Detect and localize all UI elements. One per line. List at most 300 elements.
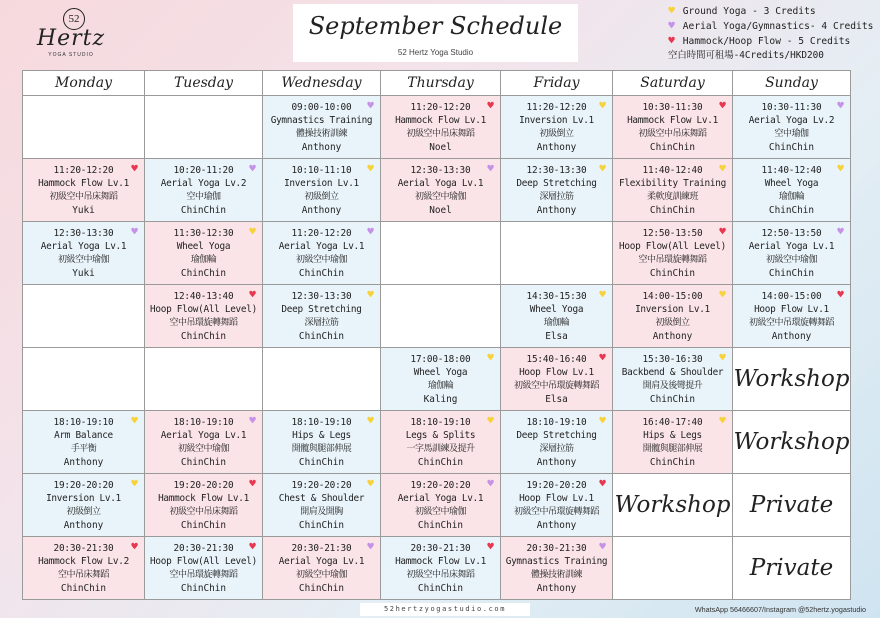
class-cell bbox=[263, 474, 381, 537]
yellow-heart-icon: ♥ bbox=[487, 351, 494, 364]
purple-heart-icon: ♥ bbox=[131, 225, 138, 238]
class-info bbox=[733, 285, 850, 344]
class-cell bbox=[145, 537, 263, 600]
class-info bbox=[501, 411, 612, 470]
day-header-thursday: Thursday bbox=[381, 71, 501, 96]
purple-heart-icon: ♥ bbox=[837, 225, 844, 238]
purple-heart-icon: ♥ bbox=[668, 19, 675, 32]
class-info bbox=[23, 222, 144, 281]
empty-slot-cell bbox=[613, 537, 733, 600]
class-name: Hoop Flow Lv.1 bbox=[754, 304, 829, 316]
class-name-chinese: 初級空中吊床舞蹈 bbox=[49, 191, 118, 202]
class-info bbox=[733, 96, 850, 155]
class-cell bbox=[145, 222, 263, 285]
class-name: Aerial Yoga Lv.1 bbox=[40, 241, 127, 253]
yellow-heart-icon: ♥ bbox=[719, 414, 726, 427]
class-teacher: ChinChin bbox=[298, 457, 345, 469]
class-time: 15:40-16:40 bbox=[526, 354, 587, 365]
schedule-row bbox=[23, 222, 851, 285]
class-cell bbox=[733, 159, 851, 222]
class-cell bbox=[381, 159, 501, 222]
purple-heart-icon: ♥ bbox=[249, 162, 256, 175]
yellow-heart-icon: ♥ bbox=[599, 99, 606, 112]
class-time: 14:30-15:30 bbox=[526, 291, 587, 302]
class-time: 12:50-13:50 bbox=[642, 228, 703, 239]
class-time: 19:20-20:20 bbox=[410, 480, 471, 491]
class-name: Aerial Yoga Lv.2 bbox=[160, 178, 247, 190]
class-time: 12:30-13:30 bbox=[291, 291, 352, 302]
schedule-row bbox=[23, 285, 851, 348]
class-name: Hoop Flow Lv.1 bbox=[519, 493, 594, 505]
class-time: 18:10-19:10 bbox=[526, 417, 587, 428]
red-heart-icon: ♥ bbox=[249, 288, 256, 301]
class-teacher: ChinChin bbox=[768, 205, 815, 217]
class-teacher: ChinChin bbox=[649, 394, 696, 406]
class-name-chinese: 初級空中瑜伽 bbox=[295, 569, 347, 580]
class-teacher: ChinChin bbox=[298, 520, 345, 532]
class-name-chinese: 深層拉筋 bbox=[304, 317, 339, 328]
class-name-chinese: 初級空中瑜伽 bbox=[765, 254, 817, 265]
class-name-chinese: 初級空中瑜伽 bbox=[414, 191, 466, 202]
class-name: Inversion Lv.1 bbox=[519, 115, 594, 127]
legend-label: Aerial Yoga/Gymnastics- 4 Credits bbox=[682, 21, 874, 32]
schedule-body bbox=[23, 96, 851, 600]
class-teacher: Elsa bbox=[545, 394, 568, 406]
class-teacher: ChinChin bbox=[768, 268, 815, 280]
class-name-chinese: 初級空中吊環旋轉舞蹈 bbox=[513, 380, 599, 391]
class-info bbox=[23, 474, 144, 533]
purple-heart-icon: ♥ bbox=[487, 477, 494, 490]
special-slot-label: Workshop bbox=[733, 429, 850, 455]
class-info bbox=[613, 411, 732, 470]
class-cell bbox=[263, 411, 381, 474]
class-cell bbox=[613, 159, 733, 222]
special-slot-label: Workshop bbox=[733, 366, 850, 392]
class-name-chinese: 初級空中吊床舞蹈 bbox=[169, 506, 238, 517]
class-cell bbox=[23, 159, 145, 222]
class-time: 11:20-12:20 bbox=[53, 165, 114, 176]
class-cell bbox=[501, 537, 613, 600]
footer-contact: WhatsApp 56466607/Instagram @52hertz.yogastudio bbox=[694, 605, 866, 614]
special-slot-label: Private bbox=[749, 492, 834, 518]
empty-slot-cell bbox=[23, 96, 145, 159]
special-slot-cell bbox=[733, 537, 851, 600]
class-name: Aerial Yoga Lv.1 bbox=[397, 178, 484, 190]
class-info bbox=[263, 222, 380, 281]
class-name: Backbend & Shoulder bbox=[621, 367, 724, 379]
yellow-heart-icon: ♥ bbox=[719, 288, 726, 301]
class-time: 20:30-21:30 bbox=[173, 543, 234, 554]
class-teacher: Noel bbox=[429, 142, 452, 154]
class-name: Hammock Flow Lv.1 bbox=[395, 115, 486, 127]
special-slot-cell bbox=[613, 474, 733, 537]
class-time: 11:40-12:40 bbox=[761, 165, 822, 176]
class-name-chinese: 初級空中吊環旋轉舞蹈 bbox=[748, 317, 834, 328]
legend-item-aerial bbox=[666, 19, 878, 34]
class-cell bbox=[263, 96, 381, 159]
class-time: 18:10-19:10 bbox=[173, 417, 234, 428]
studio-logo bbox=[12, 8, 130, 60]
class-teacher: ChinChin bbox=[180, 268, 227, 280]
class-cell bbox=[381, 474, 501, 537]
class-name: Inversion Lv.1 bbox=[46, 493, 121, 505]
class-time: 11:30-12:30 bbox=[173, 228, 234, 239]
legend-label: Ground Yoga - 3 Credits bbox=[682, 6, 816, 17]
class-name-chinese: 體操技術訓練 bbox=[530, 569, 582, 580]
class-cell bbox=[613, 348, 733, 411]
class-name: Flexibility Training bbox=[619, 178, 726, 190]
class-cell bbox=[613, 222, 733, 285]
class-info bbox=[145, 159, 262, 218]
yellow-heart-icon: ♥ bbox=[367, 162, 374, 175]
class-time: 18:10-19:10 bbox=[53, 417, 114, 428]
class-cell bbox=[263, 222, 381, 285]
class-name: Inversion Lv.1 bbox=[635, 304, 710, 316]
yellow-heart-icon: ♥ bbox=[367, 477, 374, 490]
class-teacher: ChinChin bbox=[180, 583, 227, 595]
class-info bbox=[263, 411, 380, 470]
class-time: 10:20-11:20 bbox=[173, 165, 234, 176]
class-cell bbox=[501, 159, 613, 222]
class-name-chinese: 瑜伽輪 bbox=[427, 380, 454, 391]
class-name-chinese: 開髖與腿部伸展 bbox=[642, 443, 703, 454]
class-info bbox=[613, 348, 732, 407]
class-info bbox=[145, 411, 262, 470]
class-name-chinese: 深層拉筋 bbox=[539, 191, 574, 202]
schedule-row bbox=[23, 96, 851, 159]
class-cell bbox=[501, 285, 613, 348]
class-name: Gymnastics Training bbox=[505, 556, 608, 568]
class-name: Hoop Flow Lv.1 bbox=[519, 367, 594, 379]
class-name-chinese: 初級空中瑜伽 bbox=[177, 443, 229, 454]
class-info bbox=[613, 285, 732, 344]
class-teacher: Anthony bbox=[536, 205, 577, 217]
class-name-chinese: 空中吊環旋轉舞蹈 bbox=[638, 254, 707, 265]
class-cell bbox=[263, 537, 381, 600]
legend-rental-note: 空白時間可租場-4Credits/HKD200 bbox=[668, 50, 824, 61]
class-name-chinese: 空中吊床舞蹈 bbox=[57, 569, 109, 580]
class-name-chinese: 空中吊環旋轉舞蹈 bbox=[169, 569, 238, 580]
footer-website: 52hertzyogastudio.com bbox=[360, 603, 530, 616]
empty-slot-cell bbox=[145, 96, 263, 159]
class-cell bbox=[381, 411, 501, 474]
class-teacher: ChinChin bbox=[180, 457, 227, 469]
class-time: 17:00-18:00 bbox=[410, 354, 471, 365]
class-cell bbox=[23, 474, 145, 537]
class-time: 20:30-21:30 bbox=[291, 543, 352, 554]
empty-slot-cell bbox=[263, 348, 381, 411]
class-cell bbox=[145, 285, 263, 348]
red-heart-icon: ♥ bbox=[131, 162, 138, 175]
empty-slot-cell bbox=[381, 285, 501, 348]
class-teacher: ChinChin bbox=[298, 583, 345, 595]
class-time: 19:20-20:20 bbox=[173, 480, 234, 491]
yellow-heart-icon: ♥ bbox=[837, 162, 844, 175]
empty-slot-cell bbox=[23, 285, 145, 348]
purple-heart-icon: ♥ bbox=[599, 540, 606, 553]
class-teacher: ChinChin bbox=[298, 331, 345, 343]
class-time: 11:20-12:20 bbox=[410, 102, 471, 113]
class-name: Arm Balance bbox=[54, 430, 113, 442]
class-name-chinese: 手平衡 bbox=[70, 443, 97, 454]
special-slot-label: Workshop bbox=[614, 492, 731, 518]
class-name-chinese: 開肩及後彎提升 bbox=[642, 380, 703, 391]
class-time: 18:10-19:10 bbox=[291, 417, 352, 428]
class-name-chinese: 瑜伽輪 bbox=[543, 317, 570, 328]
empty-slot-cell bbox=[23, 348, 145, 411]
class-name-chinese: 深層拉筋 bbox=[539, 443, 574, 454]
class-name: Chest & Shoulder bbox=[278, 493, 365, 505]
special-slot-label: Private bbox=[749, 555, 834, 581]
empty-slot-cell bbox=[145, 348, 263, 411]
class-name: Hammock Flow Lv.1 bbox=[395, 556, 486, 568]
class-name-chinese: 體操技術訓練 bbox=[295, 128, 347, 139]
class-time: 10:30-11:30 bbox=[761, 102, 822, 113]
class-name-chinese: 初級倒立 bbox=[304, 191, 339, 202]
class-name-chinese: 初級空中瑜伽 bbox=[295, 254, 347, 265]
purple-heart-icon: ♥ bbox=[837, 99, 844, 112]
class-time: 11:20-12:20 bbox=[291, 228, 352, 239]
class-cell bbox=[733, 96, 851, 159]
class-name-chinese: 開肩及開胸 bbox=[300, 506, 343, 517]
class-time: 12:30-13:30 bbox=[410, 165, 471, 176]
day-header-sunday: Sunday bbox=[733, 71, 851, 96]
class-cell bbox=[501, 474, 613, 537]
class-cell bbox=[613, 285, 733, 348]
class-info bbox=[381, 537, 500, 596]
class-time: 14:00-15:00 bbox=[642, 291, 703, 302]
class-time: 12:30-13:30 bbox=[526, 165, 587, 176]
class-cell bbox=[381, 537, 501, 600]
class-teacher: Elsa bbox=[545, 331, 568, 343]
yellow-heart-icon: ♥ bbox=[131, 414, 138, 427]
class-teacher: Anthony bbox=[771, 331, 812, 343]
class-info bbox=[263, 537, 380, 596]
empty-slot-cell bbox=[381, 222, 501, 285]
class-name: Legs & Splits bbox=[405, 430, 476, 442]
class-teacher: Anthony bbox=[301, 142, 342, 154]
yellow-heart-icon: ♥ bbox=[668, 4, 675, 17]
class-teacher: ChinChin bbox=[768, 142, 815, 154]
class-time: 11:20-12:20 bbox=[526, 102, 587, 113]
day-header-wednesday: Wednesday bbox=[263, 71, 381, 96]
class-cell bbox=[501, 411, 613, 474]
class-cell bbox=[23, 222, 145, 285]
special-slot-cell bbox=[733, 348, 851, 411]
class-cell bbox=[145, 474, 263, 537]
class-info bbox=[381, 159, 500, 218]
class-info bbox=[145, 537, 262, 596]
class-time: 19:20-20:20 bbox=[53, 480, 114, 491]
class-name: Wheel Yoga bbox=[529, 304, 584, 316]
class-name: Hammock Flow Lv.1 bbox=[158, 493, 249, 505]
red-heart-icon: ♥ bbox=[599, 351, 606, 364]
day-header-monday: Monday bbox=[23, 71, 145, 96]
class-info bbox=[613, 159, 732, 218]
class-name-chinese: 空中吊環旋轉舞蹈 bbox=[169, 317, 238, 328]
class-teacher: ChinChin bbox=[180, 520, 227, 532]
class-cell bbox=[23, 537, 145, 600]
class-info bbox=[613, 96, 732, 155]
yellow-heart-icon: ♥ bbox=[249, 225, 256, 238]
class-info bbox=[23, 411, 144, 470]
class-cell bbox=[263, 159, 381, 222]
yellow-heart-icon: ♥ bbox=[719, 351, 726, 364]
class-cell bbox=[501, 96, 613, 159]
purple-heart-icon: ♥ bbox=[249, 414, 256, 427]
class-cell bbox=[145, 159, 263, 222]
class-name-chinese: 初級空中吊床舞蹈 bbox=[406, 128, 475, 139]
class-name-chinese: 初級空中吊床舞蹈 bbox=[638, 128, 707, 139]
class-info bbox=[145, 222, 262, 281]
special-slot-cell bbox=[733, 411, 851, 474]
class-info bbox=[381, 474, 500, 533]
day-header-friday: Friday bbox=[501, 71, 613, 96]
purple-heart-icon: ♥ bbox=[367, 99, 374, 112]
class-name: Aerial Yoga Lv.1 bbox=[160, 430, 247, 442]
class-name-chinese: 初級空中瑜伽 bbox=[414, 506, 466, 517]
class-name-chinese: 初級倒立 bbox=[66, 506, 101, 517]
day-header-saturday: Saturday bbox=[613, 71, 733, 96]
class-time: 14:00-15:00 bbox=[761, 291, 822, 302]
class-name-chinese: 開髖與腿部伸展 bbox=[291, 443, 352, 454]
class-time: 12:40-13:40 bbox=[173, 291, 234, 302]
class-info bbox=[263, 159, 380, 218]
class-name-chinese: 初級倒立 bbox=[655, 317, 690, 328]
red-heart-icon: ♥ bbox=[668, 34, 675, 47]
page-subtitle: 52 Hertz Yoga Studio bbox=[397, 48, 474, 57]
red-heart-icon: ♥ bbox=[131, 540, 138, 553]
class-info bbox=[501, 537, 612, 596]
class-time: 11:40-12:40 bbox=[642, 165, 703, 176]
class-name-chinese: 初級倒立 bbox=[539, 128, 574, 139]
class-name: Wheel Yoga bbox=[176, 241, 231, 253]
purple-heart-icon: ♥ bbox=[367, 540, 374, 553]
class-name: Hammock Flow Lv.2 bbox=[38, 556, 129, 568]
class-name: Hips & Legs bbox=[292, 430, 351, 442]
class-teacher: Anthony bbox=[536, 457, 577, 469]
legend-item-ground bbox=[666, 4, 878, 19]
class-name: Deep Stretching bbox=[516, 430, 597, 442]
title-box bbox=[293, 4, 578, 62]
day-header-row bbox=[23, 71, 851, 96]
purple-heart-icon: ♥ bbox=[487, 162, 494, 175]
class-teacher: Anthony bbox=[536, 520, 577, 532]
logo-name: Hertz bbox=[36, 26, 106, 51]
class-teacher: Yuki bbox=[72, 268, 95, 280]
credit-legend bbox=[666, 4, 878, 63]
red-heart-icon: ♥ bbox=[249, 540, 256, 553]
day-header-tuesday: Tuesday bbox=[145, 71, 263, 96]
class-name: Aerial Yoga Lv.1 bbox=[397, 493, 484, 505]
yellow-heart-icon: ♥ bbox=[367, 288, 374, 301]
class-name: Deep Stretching bbox=[281, 304, 362, 316]
logo-mark: 52 bbox=[63, 8, 85, 30]
class-name: Hoop Flow(All Level) bbox=[150, 556, 257, 568]
class-info bbox=[145, 474, 262, 533]
schedule-table bbox=[22, 70, 851, 600]
class-time: 09:00-10:00 bbox=[291, 102, 352, 113]
class-teacher: Anthony bbox=[63, 520, 104, 532]
class-teacher: ChinChin bbox=[417, 457, 464, 469]
red-heart-icon: ♥ bbox=[719, 99, 726, 112]
red-heart-icon: ♥ bbox=[487, 540, 494, 553]
class-teacher: ChinChin bbox=[60, 583, 107, 595]
class-name: Deep Stretching bbox=[516, 178, 597, 190]
class-name: Aerial Yoga Lv.1 bbox=[278, 241, 365, 253]
yellow-heart-icon: ♥ bbox=[599, 414, 606, 427]
class-info bbox=[613, 222, 732, 281]
class-time: 12:50-13:50 bbox=[761, 228, 822, 239]
class-teacher: ChinChin bbox=[417, 520, 464, 532]
class-time: 10:10-11:10 bbox=[291, 165, 352, 176]
class-info bbox=[501, 474, 612, 533]
yellow-heart-icon: ♥ bbox=[367, 414, 374, 427]
yellow-heart-icon: ♥ bbox=[487, 414, 494, 427]
class-cell bbox=[501, 348, 613, 411]
class-name: Hips & Legs bbox=[643, 430, 702, 442]
class-teacher: Anthony bbox=[652, 331, 693, 343]
legend-label: Hammock/Hoop Flow - 5 Credits bbox=[682, 36, 851, 47]
class-info bbox=[381, 411, 500, 470]
class-name: Hoop Flow(All Level) bbox=[150, 304, 257, 316]
class-info bbox=[733, 222, 850, 281]
class-name: Wheel Yoga bbox=[413, 367, 468, 379]
class-name: Inversion Lv.1 bbox=[284, 178, 359, 190]
class-info bbox=[23, 159, 144, 218]
class-name: Wheel Yoga bbox=[764, 178, 819, 190]
class-info bbox=[263, 474, 380, 533]
class-info bbox=[23, 537, 144, 596]
red-heart-icon: ♥ bbox=[837, 288, 844, 301]
red-heart-icon: ♥ bbox=[719, 225, 726, 238]
class-teacher: Anthony bbox=[536, 142, 577, 154]
yellow-heart-icon: ♥ bbox=[719, 162, 726, 175]
logo-subtitle: YOGA STUDIO bbox=[48, 52, 94, 58]
class-time: 16:40-17:40 bbox=[642, 417, 703, 428]
class-time: 19:20-20:20 bbox=[291, 480, 352, 491]
red-heart-icon: ♥ bbox=[487, 99, 494, 112]
class-name: Hammock Flow Lv.1 bbox=[627, 115, 718, 127]
class-name: Gymnastics Training bbox=[270, 115, 373, 127]
class-info bbox=[381, 96, 500, 155]
legend-item-hammock bbox=[666, 34, 878, 49]
red-heart-icon: ♥ bbox=[249, 477, 256, 490]
class-teacher: ChinChin bbox=[649, 142, 696, 154]
class-cell bbox=[23, 411, 145, 474]
class-info bbox=[263, 285, 380, 344]
class-teacher: Noel bbox=[429, 205, 452, 217]
class-name-chinese: 初級空中吊環旋轉舞蹈 bbox=[513, 506, 599, 517]
class-name-chinese: 初級空中吊床舞蹈 bbox=[406, 569, 475, 580]
class-name-chinese: 柔軟度訓練班 bbox=[646, 191, 698, 202]
class-cell bbox=[733, 285, 851, 348]
red-heart-icon: ♥ bbox=[599, 477, 606, 490]
class-cell bbox=[263, 285, 381, 348]
class-name: Aerial Yoga Lv.1 bbox=[278, 556, 365, 568]
class-name: Hammock Flow Lv.1 bbox=[38, 178, 129, 190]
class-info bbox=[501, 285, 612, 344]
class-cell bbox=[613, 96, 733, 159]
class-info bbox=[501, 159, 612, 218]
class-info bbox=[733, 159, 850, 218]
class-teacher: ChinChin bbox=[649, 268, 696, 280]
class-teacher: Anthony bbox=[63, 457, 104, 469]
class-cell bbox=[733, 222, 851, 285]
schedule-row bbox=[23, 159, 851, 222]
class-info bbox=[381, 348, 500, 407]
class-teacher: ChinChin bbox=[298, 268, 345, 280]
